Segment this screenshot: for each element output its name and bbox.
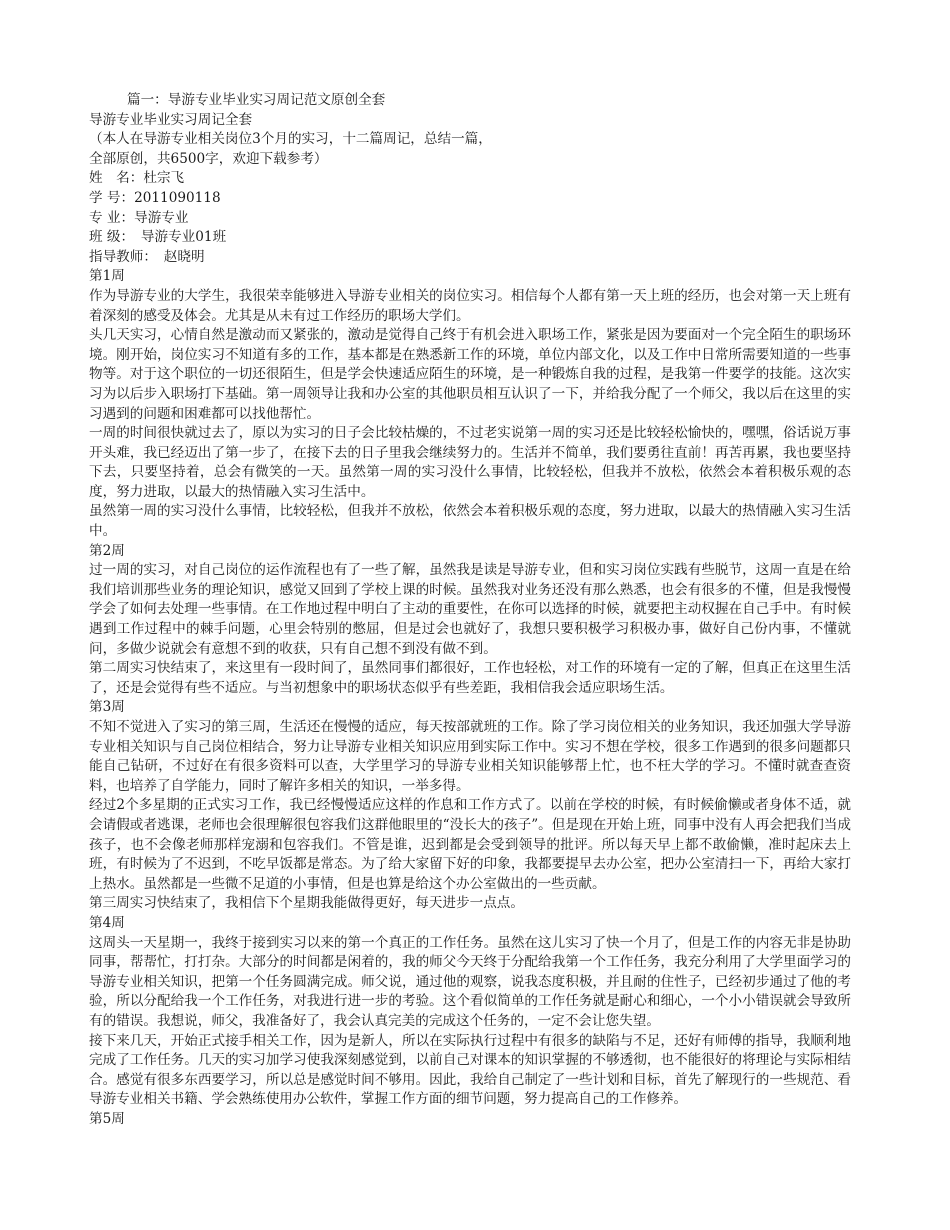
paragraph: 作为导游专业的大学生，我很荣幸能够进入导游专业相关的岗位实习。相信每个人都有第一天上班的经历，也会对第一天上班有着深刻的感受及体会。尤其是从未有过工作经历的职场大学们。 bbox=[89, 287, 851, 324]
paragraph: 头几天实习，心情自然是激动而又紧张的，激动是觉得自己终于有机会进入职场工作，紧张是因为要面对一个完全陌生的职场环境。刚开始，岗位实习不知道有多的工作，基本都是在熟悉新工作的环境，单位内部文化，以及工作中日常所需要知道的一些事物等。对于这个职位的一切还很陌生，但是学会快速适应陌生的环境，是一种锻炼自我的过程，是我第一件要学的技能。这次实习为以后步入职场打下基础。第一周领导让我和办公室的其他职员相互认识了一下，并给我分配了一个师父，我以后在这里的实习遇到的问题和困难都可以找他帮忙。 bbox=[89, 327, 851, 422]
student-id: 学 号：2011090118 bbox=[89, 189, 221, 206]
paragraph: 经过2个多星期的正式实习工作，我已经慢慢适应这样的作息和工作方式了。以前在学校的时候，有时候偷懒或者身体不适，就会请假或者逃课，老师也会很理解很包容我们这群他眼里的“没长大的孩子”。但是现在开始上班，同事中没有人再会把我们当成孩子，也不会像老师那样宠溺和包容我们。不管是谁，迟到都是会受到领导的批评。所以每天早上都不敢偷懒，准时起床去上班，有时候为了不迟到，不吃早饭都是常态。为了给大家留下好的印象，我都要提早去办公室，把办公室清扫一下，再给大家打上热水。虽然都是一些微不足道的小事情，但是也算是给这个办公室做出的一些贡献。 bbox=[89, 797, 851, 892]
doc-note-line-1: （本人在导游专业相关岗位3个月的实习，十二篇周记，总结一篇， bbox=[89, 131, 492, 148]
paragraph: 一周的时间很快就过去了，原以为实习的日子会比较枯燥的，不过老实说第一周的实习还是比较轻松愉快的，嘿嘿，俗话说万事开头难，我已经迈出了第一步了，在接下去的日子里我会继续努力的。生活并不简单，我们要勇往直前！再苦再累，我也要坚持下去，只要坚持着，总会有微笑的一天。虽然第一周的实习没什么事情，比较轻松，但我并不放松，依然会本着积极乐观的态度，努力进取，以最大的热情融入实习生活中。 bbox=[89, 425, 851, 500]
doc-subtitle: 导游专业毕业实习周记全套 bbox=[89, 111, 253, 128]
week-5-section bbox=[89, 1110, 851, 1130]
paragraph: 虽然第一周的实习没什么事情，比较轻松，但我并不放松，依然会本着积极乐观的态度，努力进取，以最大的热情融入实习生活中。 bbox=[89, 503, 851, 540]
week-heading: 第3周 bbox=[89, 699, 125, 716]
week-3-section bbox=[89, 698, 851, 914]
week-heading: 第5周 bbox=[89, 1110, 125, 1127]
week-1-section bbox=[89, 267, 851, 541]
doc-title: 篇一：导游专业毕业实习周记范文原创全套 bbox=[127, 92, 386, 108]
paragraph: 第三周实习快结束了，我相信下个星期我能做得更好，每天进步一点点。 bbox=[89, 895, 524, 912]
week-2-section bbox=[89, 542, 851, 699]
student-major: 专 业：导游专业 bbox=[89, 209, 189, 226]
paragraph: 第二周实习快结束了，来这里有一段时间了，虽然同事们都很好，工作也轻松，对工作的环境有一定的了解，但真正在这里生活了，还是会觉得有些不适应。与当初想象中的职场状态似乎有些差距，我相信我会适应职场生活。 bbox=[89, 660, 851, 696]
paragraph: 接下来几天，开始正式接手相关工作，因为是新人，所以在实际执行过程中有很多的缺陷与不足，还好有师傅的指导，我顺利地完成了工作任务。几天的实习加学习使我深刻感觉到，以前自己对课本的知识掌握的不够透彻，也不能很好的将理论与实际相结合。感觉有很多东西要学习，所以总是感觉时间不够用。因此，我给自己制定了一些计划和目标，首先了解现行的一些规范、看导游专业相关书籍、学会熟练使用办公软件，掌握工作方面的细节问题，努力提高自己的工作修养。 bbox=[89, 1032, 851, 1108]
student-name: 姓 名：杜宗飞 bbox=[89, 170, 185, 187]
paragraph: 过一周的实习，对自己岗位的运作流程也有了一些了解，虽然我是读是导游专业，但和实习岗位实践有些脱节，这周一直是在给我们培训那些业务的理论知识，感觉又回到了学校上课的时候。虽然我对业务还没有那么熟悉，也会有很多的不懂，但是我慢慢学会了如何去处理一些事情。在工作地过程中明白了主动的重要性，在你可以选择的时候，就要把主动权握在自己手中。有时候遇到工作过程中的棘手问题，心里会特别的憋屈，但是过会也就好了，我想只要积极学习积极办事，做好自己份内事，不懂就问，多做少说就会有意想不到的收获，只有自己想不到没有做不到。 bbox=[89, 562, 851, 657]
week-heading: 第4周 bbox=[89, 914, 125, 931]
student-class: 班 级： 导游专业01班 bbox=[89, 229, 227, 246]
document-page bbox=[89, 91, 851, 1129]
advisor: 指导教师： 赵晓明 bbox=[89, 248, 205, 265]
paragraph: 这周头一天星期一，我终于接到实习以来的第一个真正的工作任务。虽然在这儿实习了快一个月了，但是工作的内容无非是协助同事，帮帮忙，打打杂。大部分的时间都是闲着的，我的师父今天终于分配给我第一个工作任务，我充分利用了大学里面学习的导游专业相关知识，把第一个任务圆满完成。师父说，通过他的观察，说我态度积极，并且耐的住性子，已经初步通过了他的考验，所以分配给我一个工作任务，对我进行进一步的考验。这个看似简单的工作任务就是耐心和细心，一个小小错误就会导致所有的错误。我想说，师父，我准备好了，我会认真完美的完成这个任务的，一定不会让您失望。 bbox=[89, 934, 851, 1029]
paragraph: 不知不觉进入了实习的第三周，生活还在慢慢的适应，每天按部就班的工作。除了学习岗位相关的业务知识，我还加强大学导游专业相关知识与自己岗位相结合，努力让导游专业相关知识应用到实际工作中。实习不想在学校，很多工作遇到的很多问题都只能自己钻研，不过好在有很多资料可以查，大学里学习的导游专业相关知识能够帮上忙，也不枉大学的学习。不懂时就查查资料，也培养了自学能力，同时了解许多相关的知识，一举多得。 bbox=[89, 719, 851, 794]
doc-note-line-2: 全部原创，共6500字，欢迎下载参考） bbox=[89, 150, 328, 167]
week-heading: 第2周 bbox=[89, 542, 125, 559]
week-4-section bbox=[89, 914, 851, 1110]
week-heading: 第1周 bbox=[89, 268, 125, 285]
